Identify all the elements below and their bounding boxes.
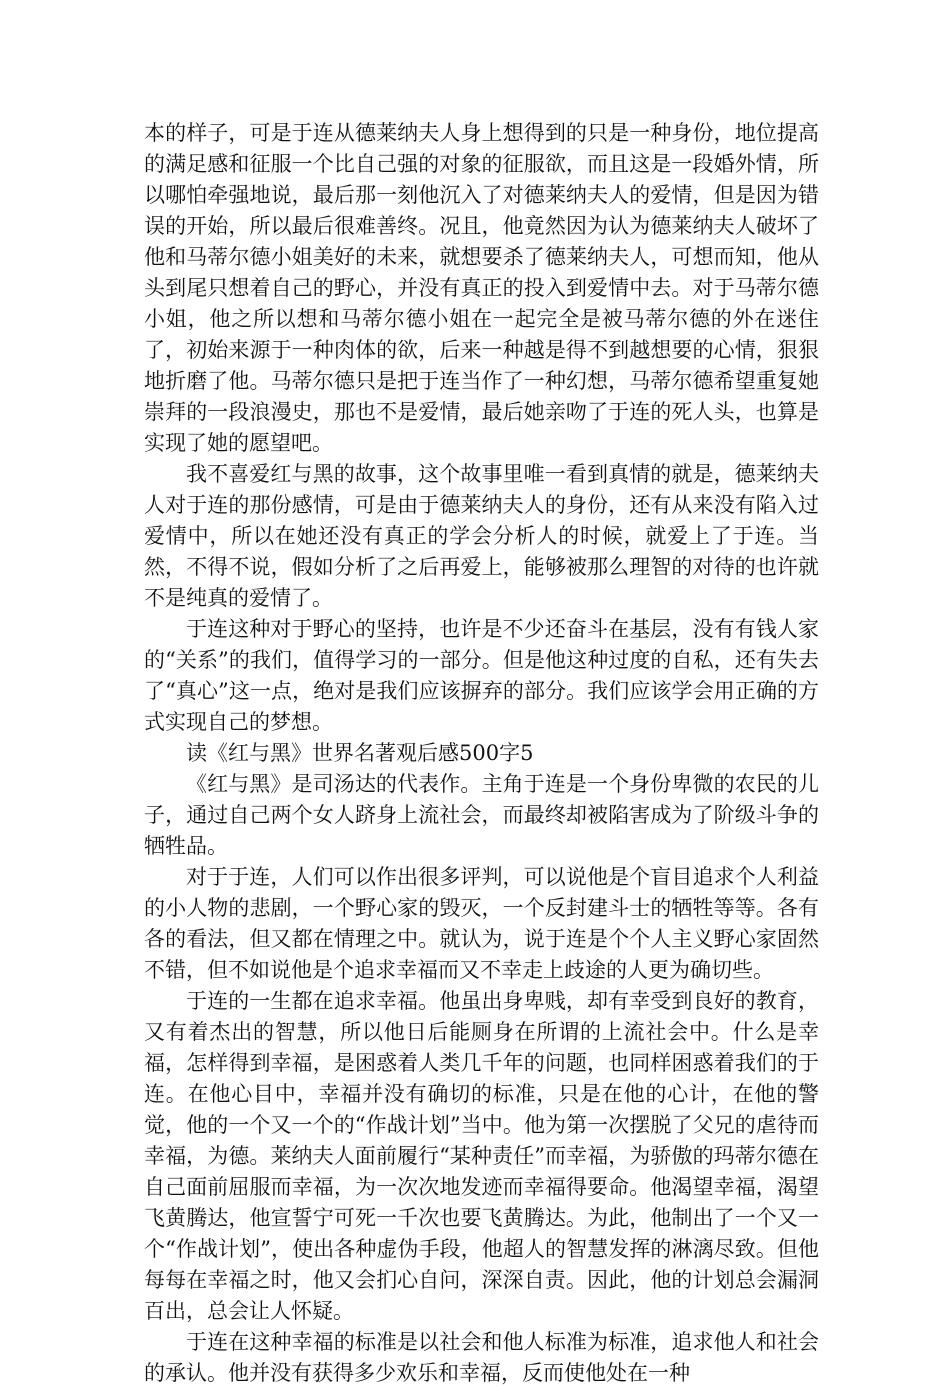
section-heading: 读《红与黑》世界名著观后感500字5	[186, 741, 534, 765]
paragraph: 于连的一生都在追求幸福。他虽出身卑贱，却有幸受到良好的教育，又有着杰出的智慧，所以他日后能厕身在所谓的上流社会中。什么是幸福，怎样得到幸福，是困惑着人类几千年的问题，也同样困惑着我们的于连。在他心目中，幸福并没有确切的标准，只是在他的心计，在他的警觉，他的一个又一个的“作战计划”当中。他为第一次摆脱了父兄的虐待而幸福，为德。莱纳夫人面前履行“某种责任”而幸福，为骄傲的玛蒂尔德在自己面前屈服而幸福，为一次次地发迹而幸福得要命。他渴望幸福，渴望飞黄腾达，他宣誓宁可死一千次也要飞黄腾达。为此，他制出了一个又一个“作战计划”，使出各种虚伪手段，他超人的智慧发挥的淋漓尽致。但他每每在幸福之时，他又会扪心自问，深深自责。因此，他的计划总会漏洞百出，总会让人怀疑。	[144, 989, 819, 1323]
paragraph: 《红与黑》是司汤达的代表作。主角于连是一个身份卑微的农民的儿子，通过自己两个女人跻身上流社会，而最终却被陷害成为了阶级斗争的牺牲品。	[144, 772, 819, 858]
body-text	[144, 118, 819, 1389]
paragraph: 我不喜爱红与黑的故事，这个故事里唯一看到真情的就是，德莱纳夫人对于连的那份感情，可是由于德莱纳夫人的身份，还有从来没有陷入过爱情中，所以在她还没有真正的学会分析人的时候，就爱上了于连。当然，不得不说，假如分析了之后再爱上，能够被那么理智的对待的也许就不是纯真的爱情了。	[144, 462, 819, 610]
paragraph: 于连在这种幸福的标准是以社会和他人标准为标准，追求他人和社会的承认。他并没有获得多少欢乐和幸福，反而使他处在一种	[144, 1330, 819, 1385]
paragraph: 于连这种对于野心的坚持，也许是不少还奋斗在基层，没有有钱人家的“关系”的我们，值得学习的一部分。但是他这种过度的自私，还有失去了“真心”这一点，绝对是我们应该摒弃的部分。我们应该学会用正确的方式实现自己的梦想。	[144, 617, 819, 734]
paragraph-continued: 本的样子，可是于连从德莱纳夫人身上想得到的只是一种身份，地位提高的满足感和征服一个比自己强的对象的征服欲，而且这是一段婚外情，所以哪怕牵强地说，最后那一刻他沉入了对德莱纳夫人的爱情，但是因为错误的开始，所以最后很难善终。况且，他竟然因为认为德莱纳夫人破坏了他和马蒂尔德小姐美好的未来，就想要杀了德莱纳夫人，可想而知，他从头到尾只想着自己的野心，并没有真正的投入到爱情中去。对于马蒂尔德小姐，他之所以想和马蒂尔德小姐在一起完全是被马蒂尔德的外在迷住了，初始来源于一种肉体的欲，后来一种越是得不到越想要的心情，狠狠地折磨了他。马蒂尔德只是把于连当作了一种幻想，马蒂尔德希望重复她崇拜的一段浪漫史，那也不是爱情，最后她亲吻了于连的死人头，也算是实现了她的愿望吧。	[144, 121, 819, 455]
paragraph: 对于于连，人们可以作出很多评判，可以说他是个盲目追求个人利益的小人物的悲剧，一个野心家的毁灭，一个反封建斗士的牺牲等等。各有各的看法，但又都在情理之中。就认为，说于连是个个人主义野心家固然不错，但不如说他是个追求幸福而又不幸走上歧途的人更为确切些。	[144, 865, 819, 982]
